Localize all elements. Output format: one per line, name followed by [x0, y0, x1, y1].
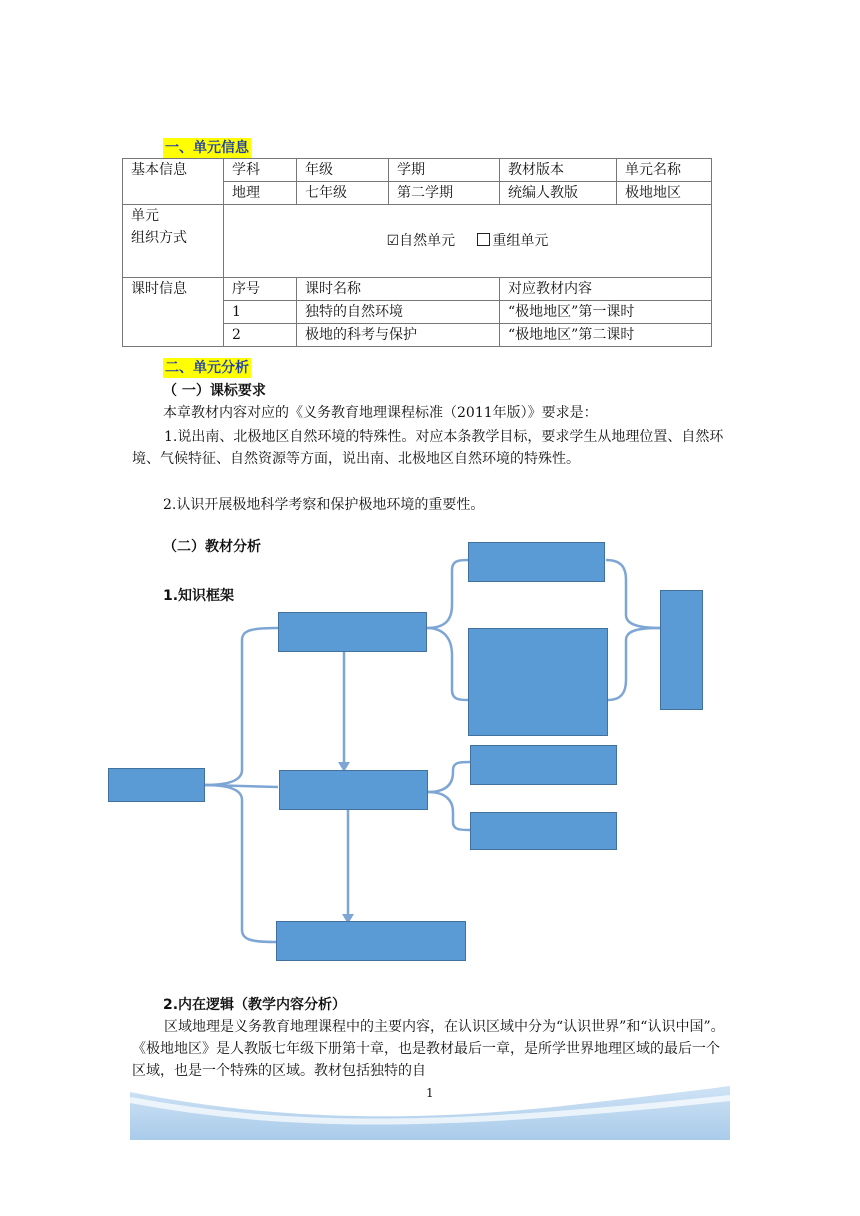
lesson-no: 2	[224, 324, 297, 347]
heading-unit-analysis: 二、单元分析	[165, 360, 249, 376]
subsection-logic: 2.内在逻辑（教学内容分析）	[163, 997, 347, 1013]
value-cell: 统编人教版	[500, 182, 617, 205]
lesson-header: 课时名称	[297, 278, 500, 301]
org-label-line2: 组织方式	[131, 230, 187, 246]
framework-box-natural	[278, 612, 427, 652]
paragraph-logic: 区域地理是义务教育地理课程中的主要内容，在认识区域中分为“认识世界”和“认识中国”。《极地地区》是人教版七年级下册第十章，也是教材最后一章，是所学世界地理区域的最后一个区域，也是一个特殊的区域。教材包括独特的自	[132, 1019, 725, 1079]
lesson-content: “极地地区”第二课时	[500, 324, 712, 347]
checked-box-icon[interactable]: ☑	[386, 233, 400, 249]
framework-box-right	[660, 590, 703, 710]
lesson-name: 独特的自然环境	[297, 301, 500, 324]
lesson-no: 1	[224, 301, 297, 324]
heading-unit-info: 一、单元信息	[165, 140, 249, 156]
header-cell: 学科	[224, 159, 297, 182]
value-cell: 第二学期	[389, 182, 500, 205]
framework-box-location	[468, 542, 605, 582]
lesson-header: 对应教材内容	[500, 278, 712, 301]
lesson-info-label: 课时信息	[123, 278, 224, 347]
header-cell: 年级	[297, 159, 389, 182]
paragraph-intro: 本章教材内容对应的《义务教育地理课程标准（2011年版）》要求是：	[163, 405, 598, 421]
page-number: 1	[426, 1086, 434, 1100]
basic-info-label: 基本信息	[123, 159, 224, 205]
value-cell: 七年级	[297, 182, 389, 205]
header-cell: 单元名称	[617, 159, 712, 182]
subsection-framework: 1.知识框架	[163, 588, 235, 604]
framework-box-environment	[468, 628, 608, 736]
framework-root-box	[108, 768, 205, 802]
paragraph-req-2: 2.认识开展极地科学考察和保护极地环境的重要性。	[163, 497, 485, 513]
section-textbook: （二）教材分析	[163, 539, 261, 555]
lesson-content: “极地地区”第一课时	[500, 301, 712, 324]
option-regroup-unit: 重组单元	[492, 233, 549, 249]
framework-box-bottom	[276, 921, 466, 961]
value-cell: 地理	[224, 182, 297, 205]
framework-box-research	[470, 745, 617, 785]
section-curriculum: （ 一）课标要求	[163, 383, 266, 399]
org-label-line1: 单元	[131, 208, 159, 224]
lesson-name: 极地的科考与保护	[297, 324, 500, 347]
header-cell: 学期	[389, 159, 500, 182]
framework-box-protection	[470, 812, 617, 850]
option-natural-unit: 自然单元	[399, 233, 456, 249]
lesson-header: 序号	[224, 278, 297, 301]
paragraph-req-1: 1.说出南、北极地区自然环境的特殊性。对应本条教学目标，要求学生从地理位置、自然环境、气候特征、自然资源等方面，说出南、北极地区自然环境的特殊性。	[132, 429, 724, 467]
framework-box-middle	[279, 770, 428, 810]
value-cell: 极地地区	[617, 182, 712, 205]
header-cell: 教材版本	[500, 159, 617, 182]
